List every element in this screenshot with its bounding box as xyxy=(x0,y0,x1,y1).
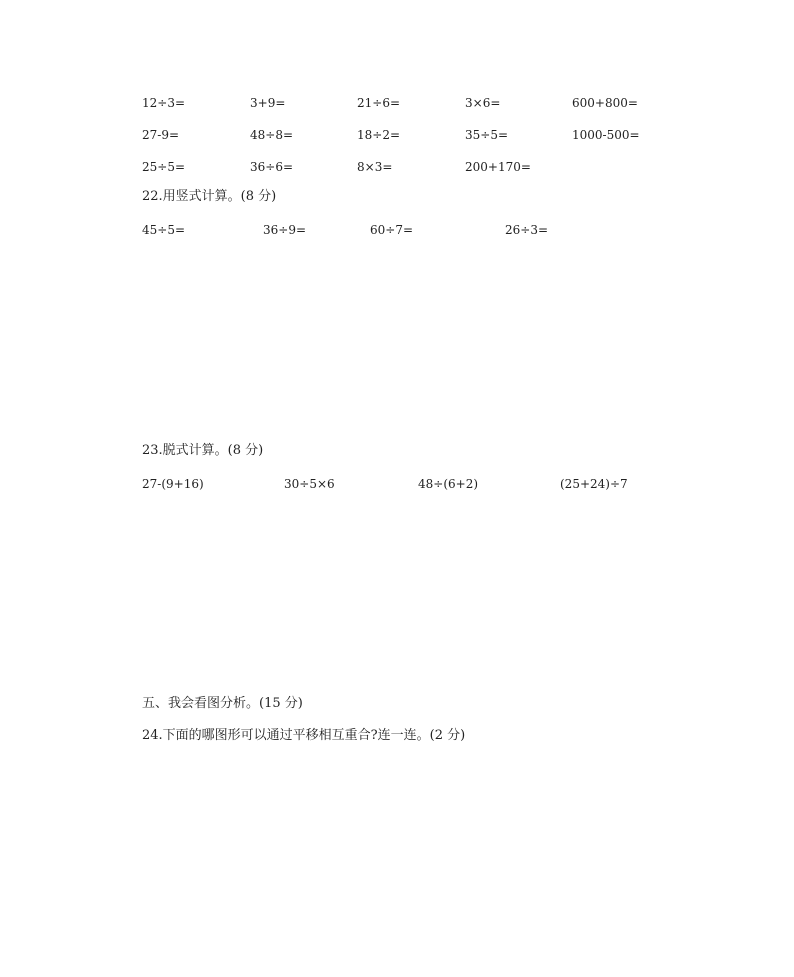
q23-item: 48÷(6+2) xyxy=(418,477,479,491)
oral-calc-item: 35÷5= xyxy=(465,128,509,142)
oral-calc-item: 1000-500= xyxy=(572,128,640,142)
oral-calc-item: 3+9= xyxy=(250,96,286,110)
oral-calc-item: 36÷6= xyxy=(250,160,294,174)
q24-title: 24.下面的哪图形可以通过平移相互重合?连一连。(2 分) xyxy=(142,728,466,743)
q23-item: (25+24)÷7 xyxy=(560,477,628,491)
oral-calc-item: 25÷5= xyxy=(142,160,186,174)
oral-calc-item: 600+800= xyxy=(572,96,638,110)
q23-item: 27-(9+16) xyxy=(142,477,204,491)
oral-calc-item: 12÷3= xyxy=(142,96,186,110)
oral-calc-item: 3×6= xyxy=(465,96,501,110)
q22-item: 45÷5= xyxy=(142,223,186,237)
oral-calc-item: 27-9= xyxy=(142,128,180,142)
oral-calc-item: 48÷8= xyxy=(250,128,294,142)
oral-calc-item: 200+170= xyxy=(465,160,531,174)
q23-item: 30÷5×6 xyxy=(284,477,335,491)
q22-title: 22.用竖式计算。(8 分) xyxy=(142,189,277,204)
q22-item: 26÷3= xyxy=(505,223,549,237)
oral-calc-item: 18÷2= xyxy=(357,128,401,142)
section5-title: 五、我会看图分析。(15 分) xyxy=(142,696,303,711)
q22-item: 36÷9= xyxy=(263,223,307,237)
oral-calc-item: 8×3= xyxy=(357,160,393,174)
q23-title: 23.脱式计算。(8 分) xyxy=(142,443,264,458)
q22-item: 60÷7= xyxy=(370,223,414,237)
oral-calc-item: 21÷6= xyxy=(357,96,401,110)
